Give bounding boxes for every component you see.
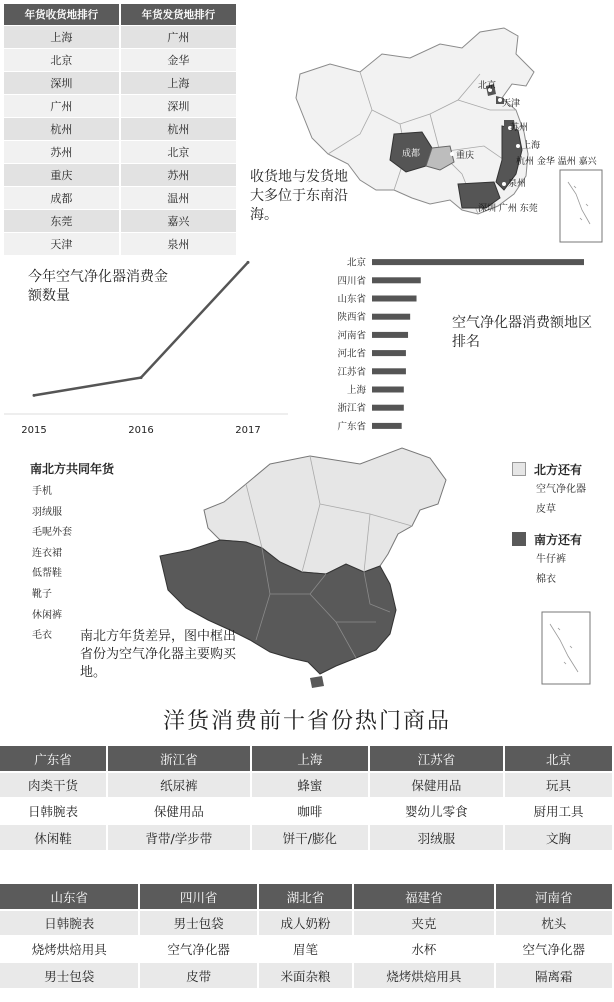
x-tick-label: 2015 <box>21 425 47 436</box>
x-tick-label: 2016 <box>128 425 154 436</box>
north-goods-list <box>536 480 586 520</box>
rank-table-row <box>4 25 237 48</box>
product-cell: 饼干/膨化 <box>251 824 369 850</box>
rank-table <box>4 4 238 255</box>
ship-city: 金华 <box>120 48 237 71</box>
x-tick-label: 2017 <box>235 425 261 436</box>
province-header: 上海 <box>251 746 369 772</box>
province-header: 浙江省 <box>107 746 251 772</box>
ship-city: 苏州 <box>120 163 237 186</box>
common-goods-item: 手机 <box>32 486 52 497</box>
province-header: 福建省 <box>353 884 494 910</box>
north-legend-swatch <box>512 462 526 476</box>
bar <box>372 296 417 302</box>
product-cell: 男士包袋 <box>139 910 257 936</box>
rank-table-row <box>4 209 237 232</box>
bar-category-label: 河南省 <box>337 330 366 342</box>
product-cell: 米面杂粮 <box>258 962 353 988</box>
header-ship: 年货发货地排行 <box>120 4 237 25</box>
south-sea-inset <box>560 170 602 242</box>
bar <box>372 259 584 265</box>
line-chart-title: 今年空气净化器消费金额数量 <box>28 269 168 304</box>
bar-category-label: 浙江省 <box>337 403 366 415</box>
rank-table-row <box>4 163 237 186</box>
common-goods-title: 南北方共同年货 <box>30 462 115 476</box>
product-cell: 保健用品 <box>369 772 504 798</box>
line-series <box>34 262 248 395</box>
product-cell: 成人奶粉 <box>258 910 353 936</box>
map1-label-quanzhou: 泉州 <box>508 179 527 189</box>
common-goods-item: 低帮鞋 <box>32 568 62 580</box>
bar-chart-title: 空气净化器消费额地区排名 <box>452 315 592 350</box>
product-cell: 日韩腕表 <box>0 798 107 824</box>
product-cell: 空气净化器 <box>139 936 257 962</box>
ship-city: 温州 <box>120 186 237 209</box>
map2-caption: 南北方年货差异，图中框出省份为空气净化器主要购买地。 <box>80 629 237 680</box>
south-goods-item: 棉衣 <box>536 574 556 585</box>
bar <box>372 405 404 411</box>
bar <box>372 314 410 320</box>
receive-city: 天津 <box>4 232 120 255</box>
product-row <box>0 910 613 936</box>
bar <box>372 423 402 429</box>
province-header: 江苏省 <box>369 746 504 772</box>
province-header: 广东省 <box>0 746 107 772</box>
ship-city: 上海 <box>120 71 237 94</box>
bar <box>372 277 421 283</box>
product-row <box>0 962 613 988</box>
bar-category-label: 四川省 <box>337 275 366 287</box>
rank-table-row <box>4 94 237 117</box>
product-cell: 男士包袋 <box>0 962 139 988</box>
product-cell: 蜂蜜 <box>251 772 369 798</box>
map1-label-tianjin: 天津 <box>502 99 521 109</box>
north-goods-item: 空气净化器 <box>536 484 586 495</box>
product-row <box>0 824 613 850</box>
products-table-1 <box>0 746 614 850</box>
line-point <box>33 394 36 397</box>
map1-label-chengdu: 成都 <box>402 149 421 159</box>
rank-table-row <box>4 48 237 71</box>
common-goods-item: 靴子 <box>32 588 52 600</box>
map1-caption: 收货地与发货地大多位于东南沿海。 <box>250 169 348 223</box>
receive-city: 杭州 <box>4 117 120 140</box>
product-cell: 隔离霜 <box>495 962 613 988</box>
south-goods-list <box>536 550 566 590</box>
south-sea-inset-2 <box>542 612 590 684</box>
province-header: 北京 <box>504 746 613 772</box>
receive-city: 北京 <box>4 48 120 71</box>
product-row <box>0 772 613 798</box>
ship-city: 嘉兴 <box>120 209 237 232</box>
product-cell: 烧烤烘焙用具 <box>353 962 494 988</box>
south-goods-item: 牛仔裤 <box>536 554 566 565</box>
map1-label-chongqing: 重庆 <box>456 151 475 161</box>
product-cell: 水杯 <box>353 936 494 962</box>
product-cell: 皮带 <box>139 962 257 988</box>
province-header: 湖北省 <box>258 884 353 910</box>
bar <box>372 350 406 356</box>
common-goods-item: 羽绒服 <box>32 506 62 518</box>
product-cell: 肉类干货 <box>0 772 107 798</box>
receive-city: 苏州 <box>4 140 120 163</box>
rank-table-row <box>4 186 237 209</box>
product-cell: 休闲鞋 <box>0 824 107 850</box>
product-cell: 空气净化器 <box>495 936 613 962</box>
rank-table-row <box>4 71 237 94</box>
rank-table-header <box>4 4 237 25</box>
map1-label-zhejiang-cities: 杭州 金华 温州 嘉兴 <box>516 157 597 167</box>
ship-city: 杭州 <box>120 117 237 140</box>
products-title: 洋货消费前十省份热门商品 <box>162 709 451 734</box>
product-cell: 烧烤烘焙用具 <box>0 936 139 962</box>
ship-city: 泉州 <box>120 232 237 255</box>
receive-city: 上海 <box>4 25 120 48</box>
product-cell: 纸尿裤 <box>107 772 251 798</box>
line-point <box>140 376 143 379</box>
south-legend-swatch <box>512 532 526 546</box>
north-goods-item: 皮草 <box>536 504 556 515</box>
product-cell: 保健用品 <box>107 798 251 824</box>
bar-category-label: 广东省 <box>337 421 366 433</box>
product-cell: 背带/学步带 <box>107 824 251 850</box>
product-cell: 枕头 <box>495 910 613 936</box>
common-goods-item: 连衣裙 <box>32 547 62 559</box>
common-goods-item: 毛衣 <box>32 630 52 642</box>
bar-category-label: 江苏省 <box>337 366 366 378</box>
province-header: 四川省 <box>139 884 257 910</box>
line-point <box>247 261 250 264</box>
receive-city: 成都 <box>4 186 120 209</box>
bar <box>372 332 408 338</box>
product-row <box>0 936 613 962</box>
map1-label-guangdong-cities: 深圳 广州 东莞 <box>478 204 538 214</box>
bar-category-label: 上海 <box>346 385 366 396</box>
receive-city: 深圳 <box>4 71 120 94</box>
receive-city: 东莞 <box>4 209 120 232</box>
map1-label-suzhou: 苏州 <box>510 123 529 133</box>
province-header: 河南省 <box>495 884 613 910</box>
product-cell: 日韩腕表 <box>0 910 139 936</box>
rank-table-row <box>4 117 237 140</box>
bar <box>372 387 404 393</box>
bar-category-label: 山东省 <box>337 294 366 305</box>
rank-table-row <box>4 140 237 163</box>
bar-category-label: 河北省 <box>337 348 366 360</box>
header-receive: 年货收货地排行 <box>4 4 120 25</box>
product-cell: 厨用工具 <box>504 798 613 824</box>
receive-city: 重庆 <box>4 163 120 186</box>
province-header: 山东省 <box>0 884 139 910</box>
products-table-2 <box>0 884 614 988</box>
ship-city: 深圳 <box>120 94 237 117</box>
common-goods-item: 毛呢外套 <box>32 527 72 539</box>
south-legend-title: 南方还有 <box>534 533 583 547</box>
product-cell: 羽绒服 <box>369 824 504 850</box>
product-row <box>0 798 613 824</box>
map1-label-beijing: 北京 <box>478 81 497 91</box>
ship-city: 北京 <box>120 140 237 163</box>
product-cell: 玩具 <box>504 772 613 798</box>
ship-city: 广州 <box>120 25 237 48</box>
product-cell: 夹克 <box>353 910 494 936</box>
product-cell: 婴幼儿零食 <box>369 798 504 824</box>
product-cell: 咖啡 <box>251 798 369 824</box>
line-chart <box>0 248 290 444</box>
north-legend-title: 北方还有 <box>534 463 583 477</box>
product-cell: 文胸 <box>504 824 613 850</box>
common-goods-list <box>32 482 72 647</box>
bar-category-label: 北京 <box>346 257 366 269</box>
bar <box>372 368 406 374</box>
common-goods-item: 休闲裤 <box>32 609 62 621</box>
map1-label-shanghai: 上海 <box>522 141 541 151</box>
bar-category-label: 陕西省 <box>337 312 366 324</box>
product-cell: 眉笔 <box>258 936 353 962</box>
receive-city: 广州 <box>4 94 120 117</box>
